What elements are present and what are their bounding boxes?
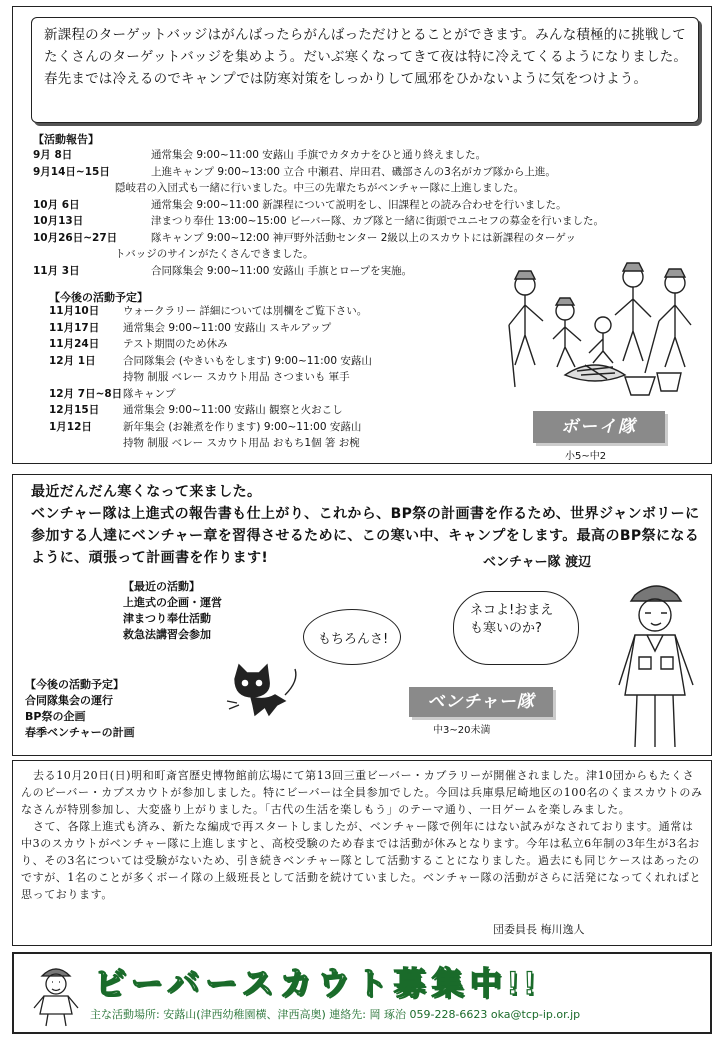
speech-bubble-scout: ネコよ!おまえも寒いのか? (453, 591, 579, 665)
list-item: 合同隊集会の運行 (25, 694, 113, 707)
item-date: 11月24日 (49, 338, 100, 350)
list-item: 津まつり奉仕活動 (123, 612, 211, 625)
list-item (49, 336, 529, 353)
list-item (49, 303, 529, 320)
boy-troop-label: ボーイ隊 (533, 411, 665, 443)
list-item (33, 164, 720, 181)
item-text: 通常集会 9:00~11:00 安蕗山 スキルアップ (123, 321, 332, 334)
venture-scout-illustration (605, 575, 709, 751)
item-date: 12月 7日~8日 (49, 387, 123, 400)
cat-illustration (225, 661, 305, 721)
item-continuation: 持物 制服 ベレー スカウト用品 おもち1個 箸 お椀 (123, 437, 360, 449)
item-continuation: 隠岐君の入団式も一緒に行いました。中三の先輩たちがベンチャー隊に上進しました。 (115, 182, 525, 194)
item-text: ウォークラリー 詳細については別欄をご覧下さい。 (123, 305, 368, 317)
item-date: 10月 6日 (33, 198, 80, 211)
intro-box: 新課程のターゲットバッジはがんばったらがんばっただけとることができます。みんな積極的に挑戦してたくさんのターゲットバッジを集めよう。だいぶ寒くなってきて夜は特に冷えてくるようになりました。春先までは冷えるのでキャンプでは防寒対策をしっかりして風邪をひかないように気をつけよう。 (31, 17, 699, 123)
venture-troop-age: 中3~20未満 (433, 725, 491, 736)
item-date: 10月26日~27日 (33, 231, 118, 244)
list-item (49, 402, 529, 419)
report-title: 【活動報告】 (33, 133, 99, 146)
venture-recent (123, 579, 222, 643)
item-text: テスト期間のため休み (123, 338, 228, 350)
list-item (49, 386, 529, 403)
item-date: 12月15日 (49, 404, 100, 416)
item-date: 12月 1日 (49, 354, 96, 367)
item-text: 上進キャンプ 9:00~13:00 立合 中瀬君、岸田君、磯部さんの3名がカブ隊から上進。 (151, 165, 556, 178)
recruit-banner (12, 952, 712, 1034)
item-date: 11月10日 (49, 305, 100, 317)
list-item: 救急法講習会参加 (123, 628, 211, 641)
item-text: 通常集会 9:00~11:00 安蕗山 観察と火おこし (123, 404, 343, 416)
item-date: 9月14日~15日 (33, 165, 110, 178)
list-item (33, 147, 720, 164)
item-text: 津まつり奉仕 13:00~15:00 ビーバー隊、カブ隊と一緒に街頭でユニセフの募金を行いました。 (151, 215, 605, 227)
venture-recent-title: 【最近の活動】 (123, 580, 200, 593)
news-section (12, 760, 712, 946)
venture-section (12, 474, 712, 756)
list-item: BP祭の企画 (25, 710, 86, 723)
venture-future (25, 677, 135, 741)
item-date: 9月 8日 (33, 149, 73, 161)
item-continuation: 持物 制服 ベレー スカウト用品 さつまいも 軍手 (123, 371, 350, 383)
item-text: 合同隊集会 (やきいもをします) 9:00~11:00 安蕗山 (123, 354, 372, 367)
list-item (33, 213, 720, 230)
list-item: 上進式の企画・運営 (123, 596, 222, 609)
item-text: 隊キャンプ 9:00~12:00 神戸野外活動センター 2級以上のスカウトには新課程のターゲッ (151, 231, 576, 244)
item-date: 11月17日 (49, 321, 100, 334)
venture-signature: ベンチャー隊 渡辺 (483, 555, 592, 570)
venture-line-2: ベンチャー隊は上進式の報告書も仕上がり、これから、BP祭の計画書を作るため、世界ジャンボリーに参加する人達にベンチャー章を習得させるために、この寒い中、キャンプをします。最高のBP祭になるように、頑張って計画書を作ります! (31, 506, 700, 566)
recruit-title: ビーバースカウト募集中!! (94, 965, 541, 1001)
boy-scout-section (12, 6, 712, 464)
venture-message (31, 481, 701, 569)
item-text: 合同隊集会 9:00~11:00 安蕗山 手旗とロープを実施。 (151, 264, 413, 277)
item-text: 隊キャンプ (123, 387, 176, 400)
item-text: 通常集会 9:00~11:00 新課程について説明をし、旧課程との読み合わせを行いました。 (151, 198, 567, 211)
boy-scouts-illustration (485, 255, 705, 405)
list-item (49, 419, 529, 436)
plan-title: 【今後の活動予定】 (49, 291, 148, 304)
list-item (49, 353, 529, 370)
list-item (33, 197, 720, 214)
boy-troop-age: 小5~中2 (565, 451, 607, 462)
list-item: 春季ベンチャーの計画 (25, 726, 135, 739)
item-date: 11月 3日 (33, 264, 80, 277)
beaver-scout-icon (28, 962, 84, 1028)
speech-bubble-cat: もちろんさ! (303, 609, 401, 665)
recruit-contact: 主な活動場所: 安蕗山(津西幼稚園横、津西高奥) 連絡先: 岡 琢治 059-228-6623 oka@tcp-ip.or.jp (90, 1008, 581, 1021)
news-signature: 団委員長 梅川逸人 (493, 923, 585, 936)
item-text: 新年集会 (お雑煮を作ります) 9:00~11:00 安蕗山 (123, 420, 362, 433)
venture-troop-label: ベンチャー隊 (409, 687, 553, 717)
activity-plan (49, 303, 529, 452)
news-paragraph-2: さて、各隊上進式も済み、新たな編成で再スタートしましたが、ベンチャー隊で例年にはない試みがなされております。通常は中3のスカウトがベンチャー隊に上進しますと、高校受験のため春までは活動が休みとなります。今年は私立6年制の3年生が3名おり、その3名については受験がないため、引き続きベンチャー隊として活動することになりました。過去にも同じケースはあったのですが、1名のことが多くボーイ隊の上級班長として活動を続けていました。ベンチャー隊の活動がさらに活発になってくれればと思っております。 (21, 820, 702, 901)
news-article (21, 767, 703, 903)
item-date: 10月13日 (33, 215, 84, 227)
news-paragraph-1: 去る10月20日(日)明和町斎宮歴史博物館前広場にて第13回三重ビーバー・カブラリーが開催されました。津10団からもたくさんのビーバー・カブスカウトが参加しました。特にビーバーは全員参加でした。今回は兵庫県尼崎地区の100名のくまスカウトのみなさんが特別参加し、大変盛り上がりました。「古代の生活を楽しもう」のテーマ通り、一日ゲームを楽しみました。 (21, 769, 703, 816)
list-item (33, 230, 720, 247)
item-text: 通常集会 9:00~11:00 安蕗山 手旗でカタカナをひと通り終えました。 (151, 149, 487, 161)
item-date: 1月12日 (49, 420, 92, 433)
item-continuation: トバッジのサインがたくさんできました。 (115, 248, 314, 260)
venture-future-title: 【今後の活動予定】 (25, 678, 124, 691)
list-item (49, 320, 529, 337)
venture-line-1: 最近だんだん寒くなって来ました。 (31, 484, 262, 500)
